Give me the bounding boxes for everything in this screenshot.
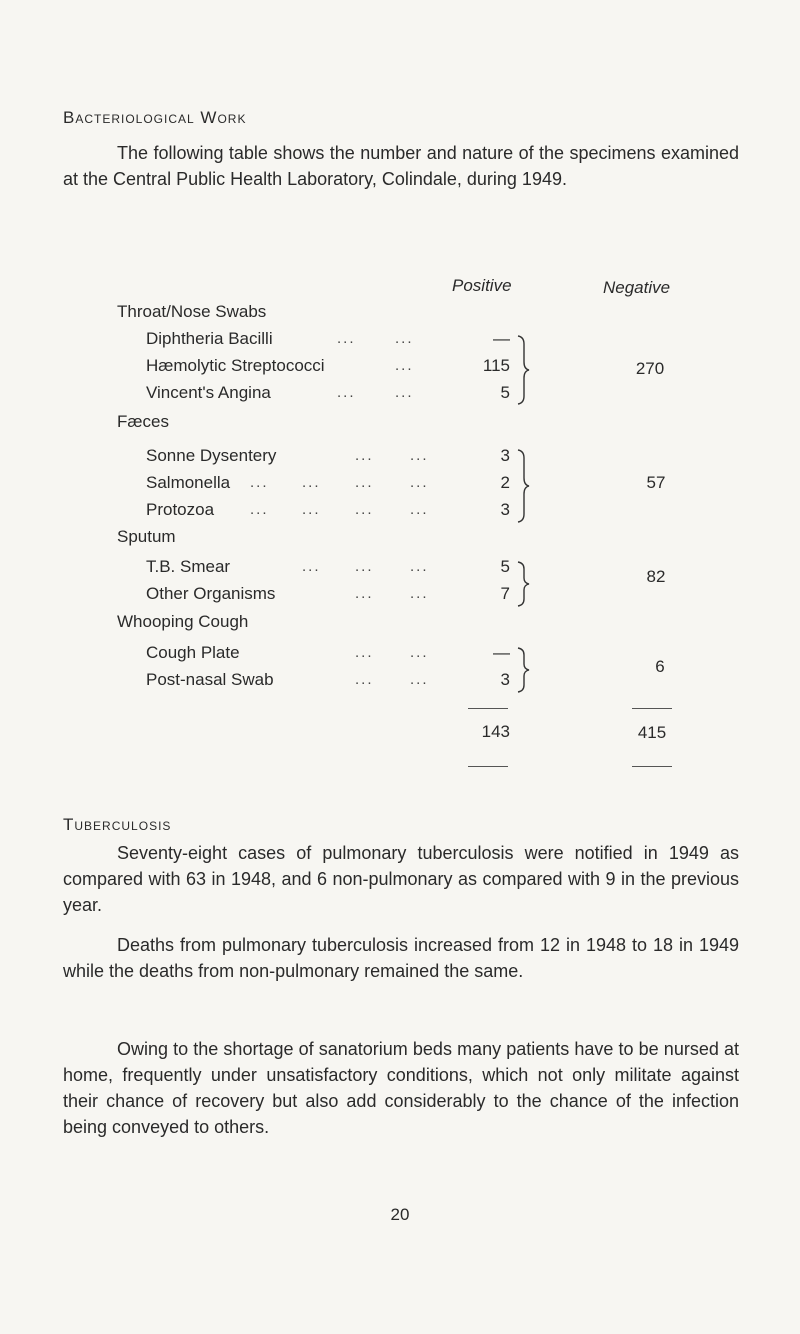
item-label: Cough Plate: [146, 643, 240, 662]
positive-value: 3: [500, 446, 510, 465]
positive-value: 7: [500, 584, 510, 603]
paragraph: Deaths from pulmonary tuberculosis increased from 12 in 1948 to 18 in 1949 while the deaths from non-pulmonary remained the same.: [63, 935, 739, 981]
positive-value: 5: [500, 383, 510, 402]
leader-dots: ...: [410, 447, 429, 464]
item-label: Protozoa: [146, 500, 215, 519]
group-brace: [516, 646, 536, 694]
leader-dots: ...: [355, 447, 374, 464]
group-brace: [516, 334, 536, 406]
leader-dots: ...: [410, 585, 429, 602]
section-heading-bacteriological: Bacteriological Work: [63, 108, 247, 127]
leader-dots: ...: [410, 671, 429, 688]
leader-dots: ...: [355, 671, 374, 688]
positive-value: 3: [500, 500, 510, 519]
item-label: Salmonella: [146, 473, 231, 492]
item-label: Diphtheria Bacilli: [146, 329, 273, 348]
group-brace: [516, 448, 536, 524]
leader-dots: ...: [395, 330, 414, 347]
total-positive: 143: [481, 722, 510, 741]
leader-dots: ...: [302, 558, 321, 575]
intro-paragraph: The following table shows the number and nature of the specimens examined at the Central Public Health Laboratory, Colindale, during 1949.: [63, 143, 739, 189]
leader-dots: ...: [250, 501, 269, 518]
positive-value: 3: [500, 670, 510, 689]
leader-dots: ...: [355, 501, 374, 518]
negative-value: 6: [655, 657, 665, 676]
positive-value: 5: [500, 557, 510, 576]
column-header-negative: Negative: [603, 278, 671, 297]
positive-value: 2: [500, 473, 510, 492]
leader-dots: ...: [410, 558, 429, 575]
leader-dots: ...: [337, 384, 356, 401]
leader-dots: ...: [355, 585, 374, 602]
tuberculosis-paragraph-2: [63, 932, 739, 984]
total-negative: 415: [637, 723, 667, 742]
leader-dots: ...: [250, 474, 269, 491]
leader-dots: ...: [410, 501, 429, 518]
leader-dots: ...: [410, 644, 429, 661]
leader-dots: ...: [355, 644, 374, 661]
category-throat-nose-swabs: Throat/Nose Swabs: [117, 302, 267, 321]
total-rule-bottom: [468, 766, 508, 767]
negative-value: 82: [646, 567, 666, 586]
section-heading-tuberculosis: Tuberculosis: [63, 815, 172, 834]
category-faeces: Fæces: [117, 412, 169, 431]
leader-dots: ...: [355, 474, 374, 491]
total-rule-top: [632, 708, 672, 709]
paragraph: Seventy-eight cases of pulmonary tuberculosis were notified in 1949 as compared with 63 in 1948, and 6 non-pulmonary as compared with 9 in the previous year.: [63, 843, 739, 915]
tuberculosis-paragraph-3: [63, 1036, 739, 1140]
item-label: Vincent's Angina: [146, 383, 271, 402]
leader-dots: ...: [395, 357, 414, 374]
negative-value: 270: [635, 359, 665, 378]
category-sputum: Sputum: [117, 527, 176, 546]
positive-value: 115: [482, 356, 510, 375]
total-rule-bottom: [632, 766, 672, 767]
page-number: 20: [390, 1205, 410, 1224]
leader-dots: ...: [302, 474, 321, 491]
column-header-positive: Positive: [452, 276, 512, 295]
leader-dots: ...: [302, 501, 321, 518]
item-label: Other Organisms: [146, 584, 276, 603]
negative-value: 57: [646, 473, 666, 492]
total-rule-top: [468, 708, 508, 709]
item-label: Sonne Dysentery: [146, 446, 277, 465]
leader-dots: ...: [410, 474, 429, 491]
paragraph: Owing to the shortage of sanatorium beds many patients have to be nursed at home, frequently under unsatisfactory conditions, which not only militate against their chance of recovery but also add considerably to the chance of the infection being conveyed to others.: [63, 1039, 739, 1137]
item-label: Post-nasal Swab: [146, 670, 274, 689]
item-label: T.B. Smear: [146, 557, 231, 576]
positive-value: —: [493, 329, 510, 348]
category-whooping-cough: Whooping Cough: [117, 612, 249, 631]
bacteriological-intro: [63, 140, 739, 192]
positive-value: —: [493, 643, 510, 662]
leader-dots: ...: [395, 384, 414, 401]
leader-dots: ...: [337, 330, 356, 347]
leader-dots: ...: [355, 558, 374, 575]
item-label: Hæmolytic Streptococci: [146, 356, 325, 375]
tuberculosis-paragraph-1: [63, 840, 739, 918]
group-brace: [516, 560, 536, 608]
